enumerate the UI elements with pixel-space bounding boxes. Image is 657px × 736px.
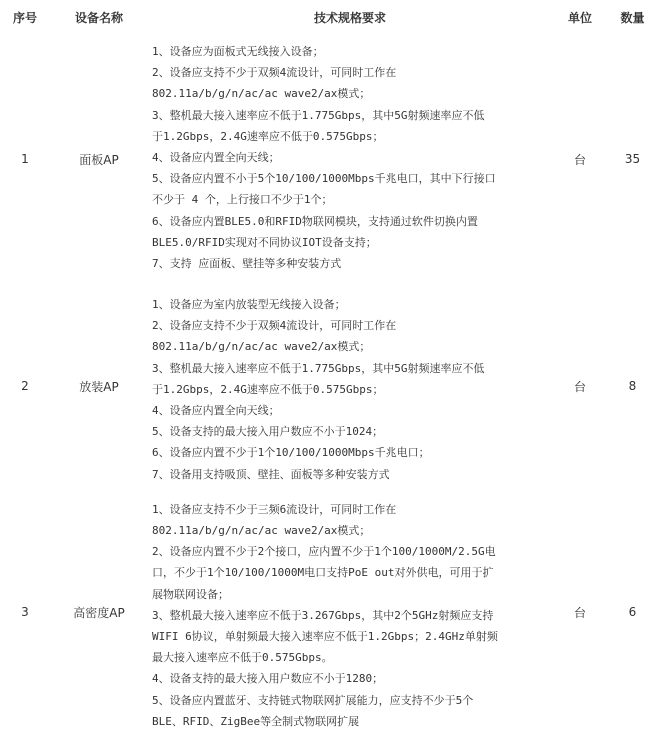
requirement-line: 于1.2Gbps，2.4G速率应不低于0.575Gbps；: [152, 129, 384, 143]
requirement-line: 2、设备应内置不少于2个接口，应内置不少于1个100/1000M/2.5G电: [152, 545, 496, 559]
requirement-line: 3、整机最大接入速率应不低于3.267Gbps，其中2个5GHz射频应支持: [152, 608, 494, 622]
requirement-line: 7、设备用支持吸顶、壁挂、面板等多种安装方式: [152, 467, 390, 481]
row-requirements: [148, 284, 552, 489]
requirement-line: 6、设备应内置不少于1个10/100/1000Mbps千兆电口；: [152, 446, 430, 460]
row-device-name: 高密度AP: [73, 605, 125, 620]
requirement-line: WIFI 6协议，单射频最大接入速率应不低于1.2Gbps；2.4GHz单射频: [152, 630, 498, 644]
requirement-line: 2、设备应支持不少于双频4流设计，可同时工作在: [152, 319, 397, 333]
requirement-line: 口，不少于1个10/100/1000M电口支持PoE out对外供电，可用于扩: [152, 566, 494, 580]
row-unit: 台: [573, 379, 586, 394]
row-qty: 8: [628, 379, 637, 394]
row-device-name: 放装AP: [79, 379, 119, 394]
requirement-line: 6、设备应内置BLE5.0和RFID物联网模块，支持通过软件切换内置: [152, 214, 478, 228]
row-qty: 35: [624, 152, 641, 166]
requirement-line: 5、设备应内置蓝牙、支持链式物联网扩展能力，应支持不少于5个: [152, 693, 474, 707]
requirement-line: 802.11a/b/g/n/ac/ac wave2/ax模式；: [152, 87, 371, 101]
header-name: 设备名称: [74, 10, 123, 25]
requirement-line: 5、设备应内置不小于5个10/100/1000Mbps千兆电口，其中下行接口: [152, 172, 496, 186]
row-qty: 6: [628, 605, 637, 620]
row-unit: 台: [573, 605, 586, 620]
requirement-line: 1、设备应为室内放装型无线接入设备；: [152, 298, 346, 311]
row-device-name: 面板AP: [79, 152, 119, 167]
requirement-line: 4、设备支持的最大接入用户数应不小于1280；: [152, 672, 384, 686]
table-header-row: [0, 0, 657, 34]
row-requirements: [148, 34, 552, 284]
header-spec: 技术规格要求: [313, 10, 386, 25]
row-seq: 1: [21, 152, 29, 166]
requirement-line: BLE5.0/RFID实现对不同协议IOT设备支持；: [152, 235, 377, 249]
requirement-line: 7、支持 应面板、壁挂等多种安装方式: [152, 257, 342, 271]
requirement-line: 3、整机最大接入速率应不低于1.775Gbps，其中5G射频速率应不低: [152, 108, 485, 122]
row-seq: 2: [21, 379, 29, 394]
row-seq: 3: [21, 605, 29, 620]
table-row: [0, 489, 657, 736]
requirement-line: 1、设备应为面板式无线接入设备；: [152, 45, 324, 58]
requirement-line: 5、设备支持的最大接入用户数应不小于1024；: [152, 425, 384, 439]
table-row: [0, 34, 657, 284]
requirement-line: 最大接入速率应不低于0.575Gbps。: [152, 651, 333, 665]
requirement-line: 4、设备应内置全向天线；: [152, 404, 280, 418]
requirement-line: 展物联网设备；: [152, 587, 229, 601]
header-seq: 序号: [12, 10, 37, 25]
header-qty: 数量: [620, 10, 645, 25]
requirement-line: 802.11a/b/g/n/ac/ac wave2/ax模式；: [152, 340, 371, 354]
requirement-line: 于1.2Gbps，2.4G速率应不低于0.575Gbps；: [152, 382, 384, 396]
table-row: [0, 284, 657, 489]
requirement-line: 802.11a/b/g/n/ac/ac wave2/ax模式；: [152, 524, 371, 538]
header-unit: 单位: [567, 10, 592, 25]
row-requirements: [148, 489, 552, 736]
row-unit: 台: [573, 152, 586, 167]
requirement-line: 3、整机最大接入速率应不低于1.775Gbps，其中5G射频速率应不低: [152, 361, 485, 375]
requirement-line: BLE、RFID、ZigBee等全制式物联网扩展: [152, 714, 360, 728]
requirement-line: 1、设备应支持不少于三频6流设计，可同时工作在: [152, 502, 397, 516]
requirement-line: 不少于 4 个，上行接口不少于1个；: [152, 193, 333, 207]
requirement-line: 4、设备应内置全向天线；: [152, 151, 280, 165]
requirement-line: 2、设备应支持不少于双频4流设计，可同时工作在: [152, 66, 397, 80]
